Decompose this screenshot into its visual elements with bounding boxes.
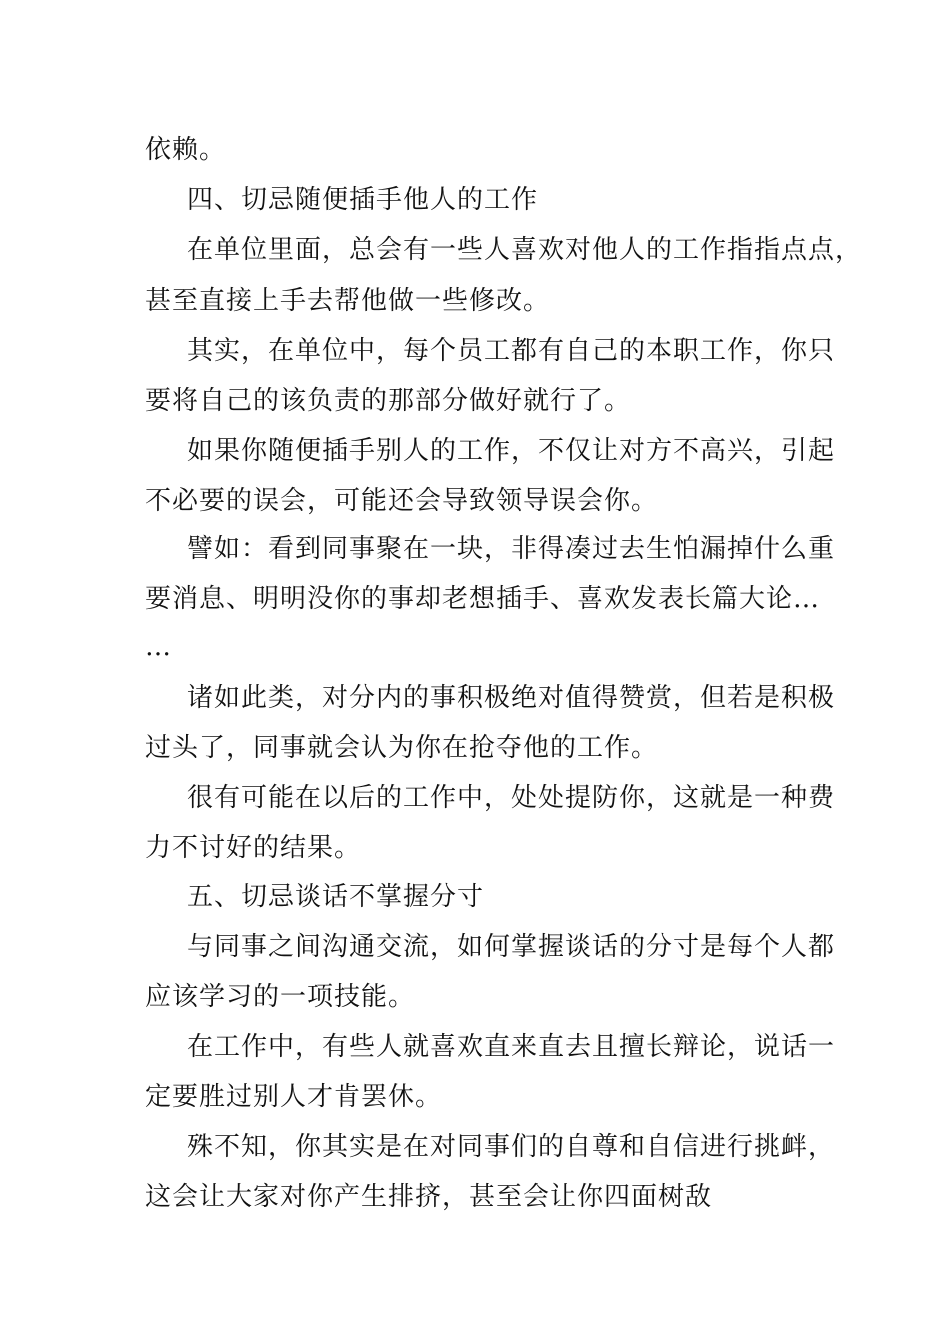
text-line: 在单位里面，总会有一些人喜欢对他人的工作指指点点，: [187, 235, 863, 265]
text-line: …: [145, 632, 172, 662]
text-line: 要消息、明明没你的事却老想插手、喜欢发表长篇大论…: [145, 584, 821, 614]
text-line: 很有可能在以后的工作中，处处提防你，这就是一种费: [187, 783, 836, 813]
text-line: 殊不知，你其实是在对同事们的自尊和自信进行挑衅，: [187, 1132, 836, 1162]
text-line: 如果你随便插手别人的工作，不仅让对方不高兴，引起: [187, 436, 836, 466]
section-heading: 五、切忌谈话不掌握分寸: [187, 882, 485, 912]
text-line: 过头了，同事就会认为你在抢夺他的工作。: [145, 733, 659, 763]
text-line: 甚至直接上手去帮他做一些修改。: [145, 286, 551, 316]
text-line: 定要胜过别人才肯罢休。: [145, 1082, 443, 1112]
text-line: 不必要的误会，可能还会导致领导误会你。: [145, 486, 659, 516]
section-heading: 四、切忌随便插手他人的工作: [187, 185, 539, 215]
text-line: 应该学习的一项技能。: [145, 982, 416, 1012]
text-line: 譬如：看到同事聚在一块，非得凑过去生怕漏掉什么重: [187, 534, 836, 564]
text-line: 在工作中，有些人就喜欢直来直去且擅长辩论，说话一: [187, 1032, 836, 1062]
text-line: 诸如此类，对分内的事积极绝对值得赞赏，但若是积极: [187, 683, 836, 713]
text-line: 其实，在单位中，每个员工都有自己的本职工作，你只: [187, 336, 836, 366]
text-line: 依赖。: [145, 135, 227, 165]
text-line: 与同事之间沟通交流，如何掌握谈话的分寸是每个人都: [187, 932, 836, 962]
text-line: 要将自己的该负责的那部分做好就行了。: [145, 386, 632, 416]
text-line: 力不讨好的结果。: [145, 833, 362, 863]
text-line: 这会让大家对你产生排挤，甚至会让你四面树敌: [145, 1182, 713, 1212]
